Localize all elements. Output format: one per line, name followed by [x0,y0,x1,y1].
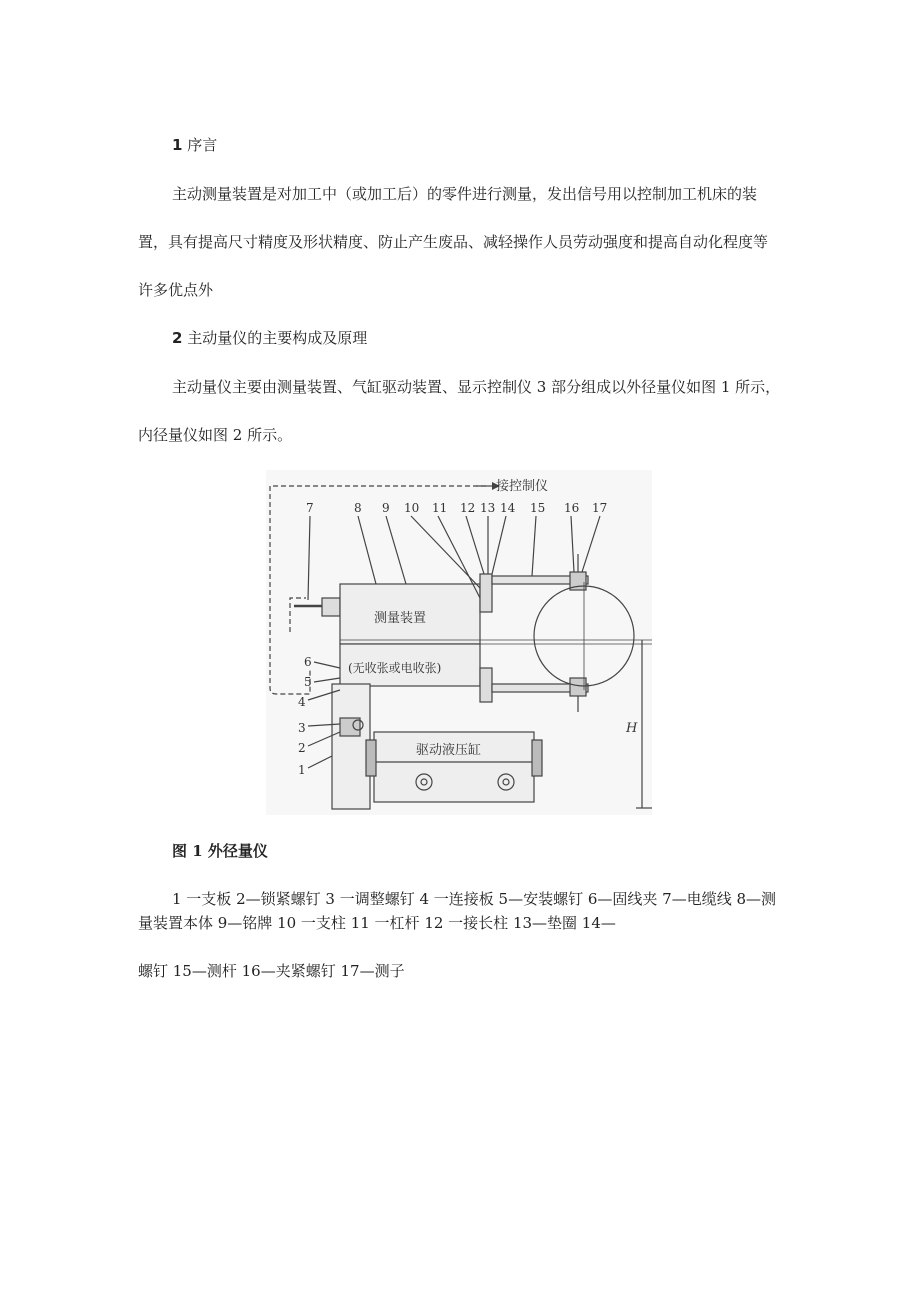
figure-num-7: 7 [306,501,314,515]
figure-1-diagram [266,470,652,815]
section-2-paragraph-line-2: 内径量仪如图 2 所示。 [138,426,293,444]
figure-1-caption: 图 1 外径量仪 [172,842,268,860]
figure-block-cylinder: 驱动液压缸 [416,743,482,758]
section-1-paragraph-line-3: 许多优点外 [138,281,214,299]
figure-num-15: 15 [530,501,546,515]
figure-num-2: 2 [298,741,306,755]
section-2-heading [172,328,367,348]
figure-num-10: 10 [404,501,420,515]
section-1-number: 1 [172,136,183,154]
legend-line-2: 量装置本体 9—铭牌 10 一支柱 11 一杠杆 12 一接长柱 13—垫圈 14— [138,914,616,932]
figure-num-3: 3 [298,721,306,735]
figure-num-8: 8 [354,501,362,515]
figure-num-13: 13 [480,501,496,515]
section-1-heading [172,135,217,155]
section-1-paragraph-line-2: 置，具有提高尺寸精度及形状精度、防止产生废品、减轻操作人员劳动强度和提高自动化程度等 [138,233,769,251]
legend-line-1: 1 一支板 2—锁紧螺钉 3 一调整螺钉 4 一连接板 5—安装螺钉 6—固线夹 7—电缆线 8—测 [172,890,777,908]
section-1-title: 序言 [187,136,218,154]
figure-num-5: 5 [304,675,312,689]
figure-num-11: 11 [432,501,448,515]
figure-label-control: 接控制仪 [496,479,549,494]
figure-dim-h: H [626,721,638,736]
section-1-paragraph-line-1: 主动测量装置是对加工中（或加工后）的零件进行测量，发出信号用以控制加工机床的装 [172,185,758,203]
figure-num-1: 1 [298,763,306,777]
figure-num-17: 17 [592,501,608,515]
figure-num-14: 14 [500,501,516,515]
outer-diameter-gauge-drawing [266,470,652,815]
figure-num-6: 6 [304,655,312,669]
figure-block-option: (无收张或电收张) [348,661,442,675]
figure-num-4: 4 [298,695,306,709]
figure-num-12: 12 [460,501,476,515]
section-2-title: 主动量仪的主要构成及原理 [187,329,368,347]
figure-num-16: 16 [564,501,580,515]
section-2-paragraph-line-1: 主动量仪主要由测量装置、气缸驱动装置、显示控制仪 3 部分组成以外径量仪如图 1 所示， [172,378,781,396]
legend-line-3: 螺钉 15—测杆 16—夹紧螺钉 17—测子 [138,962,405,980]
figure-block-measure: 测量装置 [374,611,427,626]
figure-num-9: 9 [382,501,390,515]
section-2-number: 2 [172,329,183,347]
